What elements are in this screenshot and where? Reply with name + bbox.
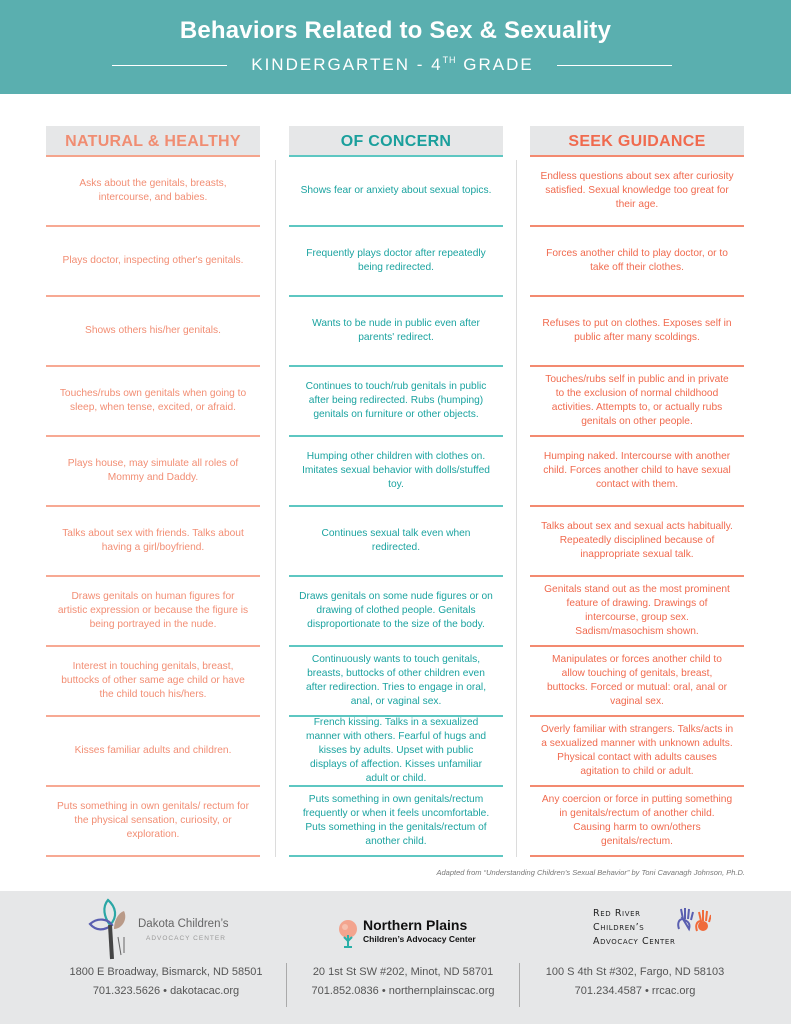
subtitle-ordinal: TH: [442, 55, 457, 65]
org-subname: ADVOCACY CENTER: [146, 935, 226, 942]
behavior-cell: Humping naked. Intercourse with another child. Forces another child to have sexual contact with them.: [530, 437, 744, 507]
behavior-cell: Shows others his/her genitals.: [46, 297, 260, 367]
behavior-cell: Asks about the genitals, breasts, intercourse, and babies.: [46, 157, 260, 227]
behavior-cell: Shows fear or anxiety about sexual topics.: [289, 157, 503, 227]
org-logo: [515, 891, 755, 963]
org-logo: [46, 891, 286, 963]
behavior-cell: Plays house, may simulate all roles of Mommy and Daddy.: [46, 437, 260, 507]
org-dakota: [46, 891, 286, 1001]
behavior-cell: Endless questions about sex after curiosity satisfied. Sexual knowledge too great for their age.: [530, 157, 744, 227]
column-seek-guidance: [530, 126, 744, 857]
org-address: 20 1st St SW #202, Minot, ND 58701: [312, 966, 494, 978]
org-name: Dakota Children’s: [138, 918, 229, 930]
behavior-cell: Touches/rubs own genitals when going to sleep, when tense, excited, or afraid.: [46, 367, 260, 437]
behavior-cell: Interest in touching genitals, breast, buttocks of other same age child or have the child touch his/hers.: [46, 647, 260, 717]
page-header: [0, 0, 791, 94]
org-northern-plains: [283, 891, 523, 1001]
org-red-river: [515, 891, 755, 1001]
behavior-cell: Wants to be nude in public even after parents' redirect.: [289, 297, 503, 367]
behavior-cell: Talks about sex and sexual acts habitually. Repeatedly disciplined because of inappropriate sexual talk.: [530, 507, 744, 577]
behavior-cell: Draws genitals on human figures for artistic expression or because the figure is being portrayed in the nude.: [46, 577, 260, 647]
org-logo: [283, 891, 523, 963]
subtitle-row: [0, 55, 791, 77]
behavior-cell: Plays doctor, inspecting other's genitals.: [46, 227, 260, 297]
column-heading: NATURAL & HEALTHY: [46, 126, 260, 157]
org-subname: Children’s Advocacy Center: [363, 934, 476, 944]
behavior-cell: Frequently plays doctor after repeatedly being redirected.: [289, 227, 503, 297]
column-of-concern: [289, 126, 503, 857]
org-name-line: Advocacy Center: [593, 936, 676, 947]
column-divider: [275, 160, 276, 857]
behavior-cell: Continues to touch/rub genitals in public after being redirected. Rubs (humping) genitals on furniture or other objects.: [289, 367, 503, 437]
behavior-cell: Refuses to put on clothes. Exposes self in public after many scoldings.: [530, 297, 744, 367]
column-heading: OF CONCERN: [289, 126, 503, 157]
handprints-icon: [675, 907, 711, 933]
org-address: 1800 E Broadway, Bismarck, ND 58501: [69, 966, 263, 978]
behavior-cell: Talks about sex with friends. Talks about having a girl/boyfriend.: [46, 507, 260, 577]
org-contact[interactable]: 701.323.5626 • dakotacac.org: [92, 985, 240, 997]
tree-leaves-icon: [88, 897, 138, 961]
org-name-line: Children’s: [593, 922, 645, 933]
behavior-cell: Draws genitals on some nude figures or on drawing of clothed people. Genitals disproportionate to the size of the body.: [289, 577, 503, 647]
behavior-cell: French kissing. Talks in a sexualized manner with others. Fearful of hugs and kisses by adults. Upset with public displays of affection. Kisses unfamiliar adult or child.: [289, 717, 503, 787]
behavior-cell: Overly familiar with strangers. Talks/acts in a sexualized manner with unknown adults. Physical contact with adults causes agitation to child or adult.: [530, 717, 744, 787]
source-citation: Adapted from “Understanding Children’s Sexual Behavior” by Toni Cavanagh Johnson, Ph.D.: [436, 868, 745, 877]
org-name-line: Red River: [593, 908, 641, 919]
behavior-cell: Humping other children with clothes on. Imitates sexual behavior with dolls/stuffed toy.: [289, 437, 503, 507]
subtitle-rule-left: [112, 65, 227, 66]
org-contact[interactable]: 701.852.0836 • northernplainscac.org: [311, 985, 495, 997]
column-divider: [516, 160, 517, 857]
subtitle-grade-start: KINDERGARTEN - 4: [251, 55, 443, 74]
column-heading: SEEK GUIDANCE: [530, 126, 744, 157]
org-name: Northern Plains: [363, 917, 468, 933]
behavior-cell: Puts something in own genitals/ rectum for the physical sensation, curiosity, or exploration.: [46, 787, 260, 857]
page-subtitle: [230, 55, 555, 75]
page-title: Behaviors Related to Sex & Sexuality: [179, 17, 612, 44]
behavior-cell: Continues sexual talk even when redirected.: [289, 507, 503, 577]
behavior-cell: Touches/rubs self in public and in private to the exclusion of normal childhood activities. Attempts to, or actually rubs genitals on other people.: [530, 367, 744, 437]
footer: [0, 891, 791, 1024]
tree-icon: [338, 919, 358, 949]
behavior-cell: Genitals stand out as the most prominent feature of drawing. Drawings of intercourse, group sex. Sadism/masochism shown.: [530, 577, 744, 647]
column-natural-healthy: [46, 126, 260, 857]
org-contact[interactable]: 701.234.4587 • rrcac.org: [574, 985, 696, 997]
behavior-cell: Forces another child to play doctor, or to take off their clothes.: [530, 227, 744, 297]
org-name: [593, 907, 675, 949]
behavior-cell: Puts something in own genitals/rectum frequently or when it feels uncomfortable. Puts something in the genitals/rectum of another child.: [289, 787, 503, 857]
behavior-cell: Kisses familiar adults and children.: [46, 717, 260, 787]
subtitle-rule-right: [557, 65, 672, 66]
behavior-cell: Continuously wants to touch genitals, breasts, buttocks of other children even after redirection. Tries to engage in oral, anal, or vaginal sex.: [289, 647, 503, 717]
subtitle-grade-end: GRADE: [456, 55, 534, 74]
behavior-cell: Any coercion or force in putting something in genitals/rectum of another child. Causing harm to own/others genitals/rectum.: [530, 787, 744, 857]
org-address: 100 S 4th St #302, Fargo, ND 58103: [545, 966, 725, 978]
behavior-cell: Manipulates or forces another child to allow touching of genitals, breast, buttocks. Forced or mutual: oral, anal or vaginal sex.: [530, 647, 744, 717]
